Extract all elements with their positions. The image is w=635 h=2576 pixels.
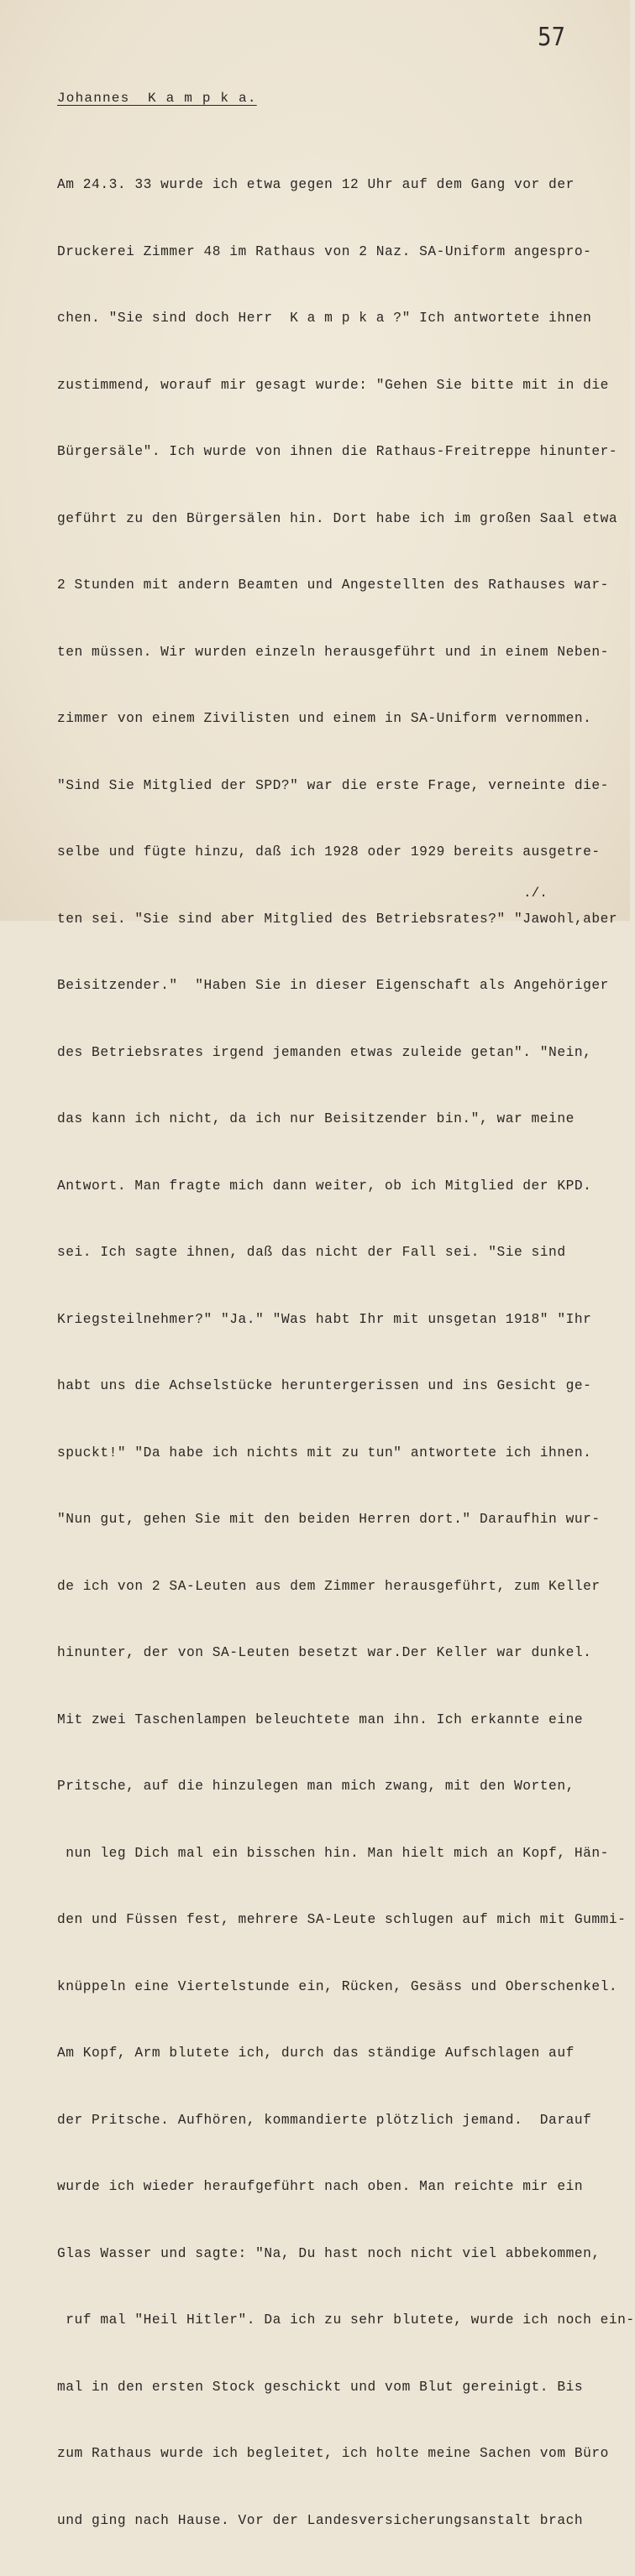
text-line: "Nun gut, gehen Sie mit den beiden Herren dort." Daraufhin wur- [57,1512,601,1527]
text-line: chen. "Sie sind doch Herr K a m p k a ?" Ich antwortete ihnen [57,311,592,326]
text-line: knüppeln eine Viertelstunde ein, Rücken, Gesäss und Oberschenkel. [57,1978,618,1994]
text-line: "Sind Sie Mitglied der SPD?" war die erste Frage, verneinte die- [57,777,609,793]
text-line: des Betriebsrates irgend jemanden etwas zuleide getan". "Nein, [57,1044,592,1060]
text-line: ruf mal "Heil Hitler". Da ich zu sehr blutete, wurde ich noch ein- [57,2312,635,2328]
text-line: der Pritsche. Aufhören, kommandierte plötzlich jemand. Darauf [57,2112,592,2128]
text-line: selbe und fügte hinzu, daß ich 1928 oder 1929 bereits ausgetre- [57,844,601,860]
text-line: Am Kopf, Arm blutete ich, durch das ständige Aufschlagen auf [57,2046,575,2061]
continuation-mark: ./. [523,886,548,901]
text-line: zum Rathaus wurde ich begleitet, ich holte meine Sachen vom Büro [57,2446,609,2461]
text-line: zimmer von einem Zivilisten und einem in SA-Uniform vernommen. [57,711,592,726]
text-line: habt uns die Achselstücke heruntergerissen und ins Gesicht ge- [57,1378,592,1393]
text-line: de ich von 2 SA-Leuten aus dem Zimmer herausgeführt, zum Keller [57,1578,601,1594]
text-line: den und Füssen fest, mehrere SA-Leute schlugen auf mich mit Gummi- [57,1912,627,1927]
text-line: geführt zu den Bürgersälen hin. Dort habe ich im großen Saal etwa [57,510,618,526]
text-line: ten müssen. Wir wurden einzeln herausgeführt und in einem Neben- [57,644,609,660]
text-line: das kann ich nicht, da ich nur Beisitzender bin.", war meine [57,1111,575,1126]
page-number: 57 [538,23,566,53]
text-line: Glas Wasser und sagte: "Na, Du hast noch nicht viel abbekommen, [57,2245,601,2261]
text-line: Druckerei Zimmer 48 im Rathaus von 2 Naz. SA-Uniform angespro- [57,243,592,259]
text-line: hinunter, der von SA-Leuten besetzt war.Der Keller war dunkel. [57,1645,592,1660]
text-line: und ging nach Hause. Vor der Landesversicherungsanstalt brach [57,2512,584,2528]
text-line: Kriegsteilnehmer?" "Ja." "Was habt Ihr mit unsgetan 1918" "Ihr [57,1311,592,1327]
text-line: Am 24.3. 33 wurde ich etwa gegen 12 Uhr auf dem Gang vor der [57,177,575,192]
text-line: Mit zwei Taschenlampen beleuchtete man ihn. Ich erkannte eine [57,1711,584,1727]
text-line: Bürgersäle". Ich wurde von ihnen die Rathaus-Freitreppe hinunter- [57,444,618,459]
text-line: Antwort. Man fragte mich dann weiter, ob ich Mitglied der KPD. [57,1178,592,1194]
text-line: nun leg Dich mal ein bisschen hin. Man hielt mich an Kopf, Hän- [57,1845,609,1861]
document-heading: Johannes K a m p k a. [57,91,257,106]
text-line: Beisitzender." "Haben Sie in dieser Eigenschaft als Angehöriger [57,978,609,993]
text-line: mal in den ersten Stock geschickt und vom Blut gereinigt. Bis [57,2379,584,2395]
testimony-body [57,129,635,2576]
text-line: spuckt!" "Da habe ich nichts mit zu tun" antwortete ich ihnen. [57,1445,592,1460]
text-line: 2 Stunden mit andern Beamten und Angestellten des Rathauses war- [57,577,609,593]
text-line: zustimmend, worauf mir gesagt wurde: "Gehen Sie bitte mit in die [57,377,609,393]
text-line: Pritsche, auf die hinzulegen man mich zwang, mit den Worten, [57,1779,575,1794]
text-line: ten sei. "Sie sind aber Mitglied des Betriebsrates?" "Jawohl,aber [57,911,618,927]
text-line: sei. Ich sagte ihnen, daß das nicht der Fall sei. "Sie sind [57,1245,566,1260]
text-line: wurde ich wieder heraufgeführt nach oben. Man reichte mir ein [57,2179,584,2194]
